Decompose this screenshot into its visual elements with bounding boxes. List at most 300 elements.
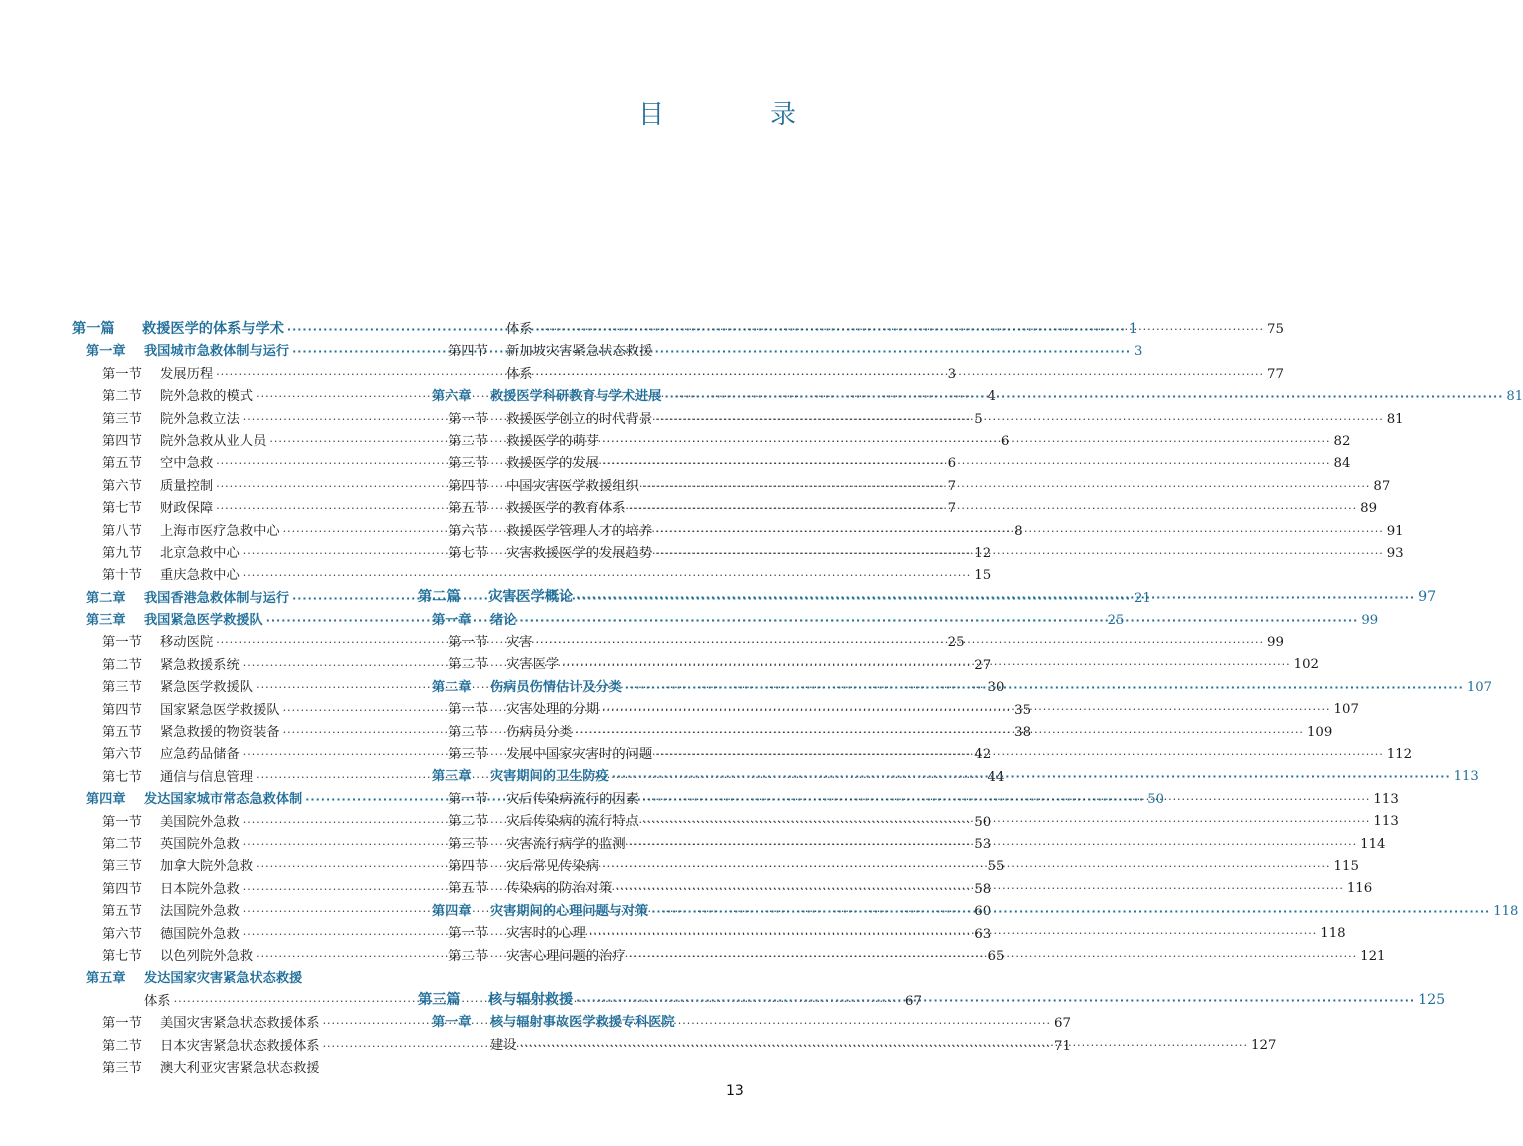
toc-entry-page: 99 (1361, 612, 1379, 628)
dot-leader (562, 658, 1290, 671)
toc-entry-title: 法国院外急救 (160, 904, 240, 920)
section-gap (418, 564, 742, 586)
toc-entry-title: 移动医院 (160, 635, 214, 651)
toc-entry-number: 第四节 (448, 344, 488, 360)
toc-entry-number: 第二节 (102, 389, 142, 405)
toc-entry-page: 58 (974, 881, 992, 897)
toc-entry-title: 重庆急救中心 (160, 568, 240, 584)
toc-entry-page: 107 (1466, 679, 1492, 695)
toc-entry-number: 第四节 (448, 858, 488, 874)
toc-entry-number: 第七节 (102, 769, 142, 785)
toc-entry-number: 第八节 (102, 523, 142, 539)
toc-entry-page: 75 (1267, 322, 1284, 337)
toc-entry-number: 第三节 (448, 456, 488, 472)
dot-leader (655, 413, 1383, 426)
toc-entry-title: 紧急医学救援队 (160, 680, 254, 696)
toc-entry-label (72, 990, 171, 1009)
toc-entry-number: 第四章 (86, 792, 126, 808)
toc-entry-label (72, 609, 263, 628)
toc-entry-label (72, 542, 240, 561)
toc-entry-label (418, 542, 652, 561)
toc-entry-number: 第三节 (102, 1060, 142, 1076)
toc-entry-page: 50 (974, 814, 992, 830)
toc-entry-number: 第六节 (448, 523, 488, 539)
toc-entry-number: 第二节 (102, 1038, 142, 1054)
dot-leader (629, 838, 1357, 851)
toc-entry-page: 127 (1251, 1037, 1277, 1053)
toc-entry-page: 3 (1134, 344, 1143, 360)
toc-entry-number: 第五章 (86, 971, 126, 987)
toc-entry-page: 89 (1360, 501, 1378, 517)
toc-entry-title: 核与辐射救援 (488, 991, 574, 1008)
toc-entry-page: 6 (947, 456, 957, 472)
dot-leader (576, 994, 1415, 1007)
toc-entry-title: 灾害 (506, 635, 533, 651)
dot-leader (664, 390, 1503, 403)
dot-leader (629, 950, 1357, 963)
toc-entry-page: 65 (987, 948, 1005, 964)
toc-entry-title: 质量控制 (160, 478, 214, 494)
toc-entry-number: 第五节 (448, 881, 488, 897)
toc-entry-title: 我国香港急救体制与运行 (144, 590, 290, 606)
toc-entry-section[interactable] (418, 497, 1378, 519)
toc-entry-label (418, 653, 559, 672)
toc-entry-label (72, 1012, 320, 1031)
toc-entry-page: 112 (1386, 747, 1413, 763)
toc-entry-number: 第二节 (448, 814, 488, 830)
toc-entry-title: 灾后常见传染病 (506, 858, 600, 874)
toc-entry-title: 绪论 (490, 612, 517, 628)
toc-entry-page: 30 (987, 680, 1005, 696)
toc-entry-number: 第七节 (448, 545, 488, 561)
toc-entry-label (72, 699, 280, 718)
toc-entry-label (418, 586, 573, 606)
toc-entry-page: 93 (1386, 545, 1404, 561)
toc-entry-number: 第二节 (448, 433, 488, 449)
toc-entry-title: 灾害心理问题的治疗 (506, 948, 626, 964)
toc-entry-label (72, 1057, 320, 1076)
toc-entry-number: 第五节 (102, 904, 142, 920)
toc-entry-label (418, 497, 626, 516)
toc-entry-number: 第三节 (102, 411, 142, 427)
toc-entry-title: 救援医学的教育体系 (506, 501, 626, 517)
toc-entry-title: 加拿大院外急救 (160, 859, 254, 875)
toc-entry-page: 38 (1014, 725, 1032, 741)
toc-entry-section[interactable] (72, 1057, 394, 1079)
toc-entry-number: 第六章 (432, 389, 472, 405)
toc-entry-number: 第二节 (448, 948, 488, 964)
page-number: 13 (726, 1083, 744, 1099)
toc-entry-title: 灾害期间的心理问题与对策 (490, 903, 649, 919)
toc-entry-page: 12 (974, 545, 992, 561)
toc-entry-number: 第七节 (102, 501, 142, 517)
toc-entry-title: 发展中国家灾害时的问题 (506, 747, 653, 763)
toc-entry-label (418, 452, 599, 471)
toc-entry-label (418, 989, 573, 1009)
toc-entry-page: 5 (974, 411, 983, 427)
toc-entry-title: 英国院外急救 (160, 836, 240, 852)
toc-entry-label (418, 363, 533, 382)
dot-leader (602, 703, 1330, 716)
dot-leader (655, 748, 1383, 761)
toc-entry-number: 第六节 (102, 478, 142, 494)
toc-entry-number: 第四节 (102, 881, 142, 897)
toc-entry-number: 第二章 (86, 590, 126, 606)
toc-entry-label (418, 810, 639, 829)
toc-entry-label (72, 743, 240, 762)
toc-entry-title: 日本灾害紧急状态救援体系 (160, 1038, 320, 1054)
toc-entry-title: 灾害救援医学的发展趋势 (506, 545, 653, 561)
toc-entry-number: 第一节 (448, 926, 488, 942)
toc-entry-number: 第五节 (448, 501, 488, 517)
toc-entry-title: 应急药品储备 (160, 747, 240, 763)
toc-entry-number: 第一节 (448, 635, 488, 651)
toc-entry-title: 灾害处理的分期 (506, 702, 600, 718)
toc-entry-number: 第二节 (448, 724, 488, 740)
toc-entry-label (418, 833, 626, 852)
toc-entry-number: 第六节 (102, 926, 142, 942)
toc-entry-number: 第二章 (432, 679, 472, 695)
toc-entry-label (72, 878, 240, 897)
dot-leader (655, 525, 1383, 538)
dot-leader (629, 502, 1357, 515)
toc-entry-page: 27 (974, 657, 992, 673)
toc-entry-title: 灾害期间的卫生防疫 (490, 769, 609, 785)
toc-entry-number: 第九节 (102, 545, 142, 561)
toc-entry-number: 第一节 (102, 814, 142, 830)
toc-entry-label (72, 923, 240, 942)
toc-entry-number: 第一节 (448, 791, 488, 807)
toc-entry-page: 115 (1333, 858, 1359, 874)
toc-entry-label (72, 900, 240, 919)
toc-entry-title: 救援医学创立的时代背景 (506, 411, 653, 427)
toc-entry-page: 82 (1333, 433, 1351, 449)
toc-entry-page: 25 (1107, 613, 1125, 629)
toc-entry-label (72, 587, 289, 606)
toc-entry-title: 紧急救援系统 (160, 657, 240, 673)
toc-entry-title: 上海市医疗急救中心 (160, 523, 280, 539)
toc-entry-number: 第一章 (432, 1015, 472, 1031)
toc-entry-page: 15 (974, 568, 992, 584)
toc-entry-label (72, 475, 213, 494)
toc-entry-number: 第五节 (102, 725, 142, 741)
toc-entry-page: 102 (1293, 657, 1320, 673)
toc-entry-title: 通信与信息管理 (160, 769, 254, 785)
toc-entry-title: 救援医学的体系与学术 (142, 321, 284, 337)
toc-entry-label (72, 766, 253, 785)
toc-entry-part[interactable] (72, 318, 1138, 340)
toc-entry-section[interactable] (418, 520, 1404, 542)
toc-entry-page: 118 (1493, 903, 1519, 919)
toc-entry-page: 44 (987, 769, 1005, 785)
toc-entry-page: 84 (1333, 456, 1351, 472)
toc-entry-label (418, 408, 652, 427)
toc-entry-page: 107 (1333, 702, 1359, 718)
toc-entry-title: 体系 (506, 322, 533, 337)
toc-entry-page: 7 (947, 501, 957, 517)
dot-leader (602, 457, 1330, 470)
toc-entry-page: 97 (1418, 589, 1437, 606)
toc-entry-section[interactable] (418, 408, 1404, 430)
toc-entry-label (72, 497, 213, 516)
dot-leader (625, 681, 1464, 694)
section-gap (418, 967, 742, 989)
toc-entry-title: 传染病的防治对策 (506, 881, 613, 897)
toc-entry-title: 发达国家城市常态急救体制 (144, 792, 303, 808)
toc-entry-page: 7 (947, 478, 957, 494)
toc-entry-title: 澳大利亚灾害紧急状态救援 (160, 1060, 320, 1076)
toc-entry-section[interactable] (418, 452, 1351, 474)
toc-entry-page: 60 (974, 904, 992, 920)
toc-entry-title: 救援医学管理人才的培养 (506, 523, 653, 539)
toc-entry-title: 伤病员伤情估计及分类 (490, 679, 622, 695)
toc-entry-title: 灾害时的心理 (506, 926, 586, 942)
toc-entry-title: 美国院外急救 (160, 814, 240, 830)
toc-entry-title: 空中急救 (160, 456, 214, 472)
toc-entry-title: 灾害医学 (506, 657, 560, 673)
toc-entry-chapter[interactable] (418, 1011, 742, 1033)
dot-leader (602, 860, 1330, 873)
toc-entry-title: 伤病员分类 (506, 724, 573, 740)
toc-entry-number: 第六节 (102, 747, 142, 763)
toc-entry-label (72, 385, 253, 404)
toc-entry-number: 第二节 (102, 657, 142, 673)
toc-entry-number: 第三章 (86, 613, 126, 629)
toc-entry-label (418, 721, 572, 740)
toc-entry-label (72, 967, 302, 986)
toc-entry-number: 第二节 (448, 657, 488, 673)
toc-entry-label (72, 363, 213, 382)
toc-entry-section[interactable] (418, 475, 1391, 497)
toc-entry-label (418, 631, 533, 650)
toc-entry-label (72, 430, 266, 449)
dot-leader (602, 435, 1330, 448)
toc-entry-page: 116 (1346, 881, 1373, 897)
toc-entry-label (72, 452, 213, 471)
toc-entry-label (72, 721, 280, 740)
toc-entry-page: 113 (1373, 791, 1399, 807)
toc-entry-page: 6 (1000, 433, 1010, 449)
dot-leader (576, 591, 1415, 604)
toc-entry-page: 35 (1014, 702, 1032, 718)
toc-entry-title: 紧急救援的物资装备 (160, 725, 280, 741)
toc-entry-title: 中国灾害医学救援组织 (506, 478, 639, 494)
toc-entry-label (72, 408, 240, 427)
toc-entry-section[interactable] (418, 340, 742, 362)
toc-entry-page: 53 (974, 836, 992, 852)
toc-entry-label (418, 698, 599, 717)
dot-leader (536, 636, 1264, 649)
toc-entry-label (72, 811, 240, 830)
toc-entry-number: 第四节 (102, 702, 142, 718)
dot-leader (615, 882, 1343, 895)
toc-entry-title: 灾后传染病流行的因素 (506, 791, 639, 807)
toc-entry-page: 8 (1014, 523, 1023, 539)
toc-entry-title: 灾后传染病的流行特点 (506, 814, 639, 830)
toc-entry-title: 救援医学科研教育与学术进展 (490, 389, 662, 405)
toc-entry-page: 81 (1506, 389, 1523, 405)
toc-entry-title: 我国紧急医学救援队 (144, 613, 263, 629)
toc-entry-title: 国家紧急医学救援队 (160, 702, 280, 718)
toc-entry-page: 25 (947, 635, 965, 651)
toc-entry-page: 67 (1054, 1016, 1071, 1032)
toc-entry-number: 第四章 (432, 903, 472, 919)
toc-entry-label (418, 945, 626, 964)
toc-entry-page: 63 (974, 926, 992, 942)
toc-entry-title: 财政保障 (160, 501, 214, 517)
toc-entry-label (418, 877, 612, 896)
toc-entry-label (72, 340, 289, 359)
toc-entry-number: 第一节 (102, 1016, 142, 1032)
toc-entry-number: 第二篇 (418, 589, 461, 606)
toc-entry-number: 第三章 (432, 769, 472, 785)
toc-entry-title: 新加坡灾害紧急状态救援 (506, 344, 653, 360)
toc-entry-label (72, 1035, 320, 1054)
dot-leader (642, 815, 1370, 828)
toc-entry-number: 第三篇 (418, 991, 461, 1008)
dot-leader (589, 927, 1317, 940)
toc-entry-page: 67 (905, 993, 922, 1009)
dot-leader (642, 793, 1370, 806)
toc-entry-number: 第一节 (102, 635, 142, 651)
toc-entry-number: 第一节 (448, 702, 488, 718)
dot-leader (655, 547, 1383, 560)
toc-entry-page: 114 (1360, 836, 1386, 852)
toc-entry-page: 50 (1147, 792, 1164, 808)
toc-entry-title: 院外急救从业人员 (160, 433, 267, 449)
toc-entry-label (418, 1034, 517, 1053)
toc-entry-label (72, 318, 284, 338)
toc-entry-continuation[interactable] (418, 318, 1284, 340)
toc-entry-title: 发展历程 (160, 366, 214, 382)
toc-entry-page: 55 (987, 859, 1005, 875)
toc-entry-title: 灾害流行病学的监测 (506, 836, 626, 852)
toc-entry-label (418, 788, 639, 807)
toc-entry-continuation[interactable] (418, 363, 1284, 385)
toc-entry-number: 第一节 (102, 366, 142, 382)
toc-entry-page: 125 (1418, 991, 1446, 1008)
dot-leader (575, 726, 1303, 739)
toc-entry-page: 1 (1128, 321, 1138, 337)
toc-entry-number: 第五节 (102, 456, 142, 472)
toc-entry-page: 77 (1267, 366, 1284, 382)
toc-entry-label (418, 743, 652, 762)
toc-entry-title: 体系 (506, 366, 533, 382)
toc-entry-number: 第四节 (448, 478, 488, 494)
toc-entry-page: 118 (1320, 926, 1346, 942)
dot-leader (536, 323, 1264, 336)
toc-entry-label (72, 564, 240, 583)
toc-entry-label (418, 676, 622, 695)
toc-entry-title: 救援医学的发展 (506, 456, 600, 472)
toc-entry-title: 体系 (144, 993, 171, 1009)
toc-entry-title: 以色列院外急救 (160, 948, 254, 964)
toc-entry-page: 121 (1360, 948, 1386, 964)
toc-entry-page: 81 (1386, 411, 1404, 427)
toc-entry-label (418, 475, 639, 494)
toc-entry-page: 113 (1373, 814, 1399, 830)
toc-entry-label (72, 833, 240, 852)
dot-leader (520, 1039, 1248, 1052)
toc-entry-title: 院外急救立法 (160, 411, 240, 427)
toc-entry-number: 第十节 (102, 568, 142, 584)
toc-entry-number: 第一章 (86, 344, 126, 360)
toc-entry-page: 42 (974, 747, 992, 763)
toc-entry-page: 91 (1386, 523, 1404, 539)
toc-entry-title: 灾害医学概论 (488, 589, 574, 606)
toc-entry-page: 4 (987, 389, 996, 405)
toc-entry-number: 第二节 (102, 836, 142, 852)
toc-entry-number: 第七节 (102, 948, 142, 964)
toc-entry-chapter[interactable] (72, 967, 394, 989)
toc-entry-number: 第一篇 (72, 321, 115, 337)
toc-entry-label (418, 855, 599, 874)
toc-entry-number: 第三节 (448, 747, 488, 763)
toc-entry-label (72, 676, 253, 695)
toc-entry-label (72, 631, 213, 650)
dot-leader (612, 770, 1451, 783)
toc-entry-label (418, 340, 652, 359)
toc-entry-title: 建设 (490, 1037, 517, 1053)
toc-entry-label (418, 922, 586, 941)
toc-entry-page: 87 (1373, 478, 1391, 494)
toc-entry-number: 第三节 (102, 680, 142, 696)
toc-entry-label (72, 520, 280, 539)
toc-entry-title: 美国灾害紧急状态救援体系 (160, 1016, 320, 1032)
dot-leader (651, 905, 1490, 918)
toc-entry-title: 我国城市急救体制与运行 (144, 344, 290, 360)
toc-entry-label (418, 1011, 675, 1030)
toc-entry-label (72, 788, 302, 807)
toc-entry-label (418, 318, 533, 337)
toc-entry-chapter[interactable] (418, 385, 1523, 407)
toc-entry-section[interactable] (418, 430, 1351, 452)
page-title: 目 录 (638, 100, 837, 130)
toc-entry-title: 救援医学的萌芽 (506, 433, 600, 449)
toc-entry-number: 第一节 (448, 411, 488, 427)
toc-entry-title: 德国院外急救 (160, 926, 240, 942)
toc-entry-number: 第三节 (102, 859, 142, 875)
toc-entry-number: 第一章 (432, 612, 472, 628)
toc-entry-label (72, 654, 240, 673)
toc-entry-label (72, 855, 253, 874)
toc-entry-title: 北京急救中心 (160, 545, 240, 561)
toc-entry-section[interactable] (72, 564, 992, 586)
toc-entry-title: 发达国家灾害紧急状态救援 (144, 971, 303, 987)
dot-leader (642, 480, 1370, 493)
toc-entry-label (418, 520, 652, 539)
toc-entry-label (72, 945, 253, 964)
toc-entry-page: 113 (1453, 769, 1479, 785)
toc-entry-label (418, 900, 648, 919)
toc-entry-title: 院外急救的模式 (160, 389, 254, 405)
toc-entry-title: 核与辐射事故医学救援专科医院 (490, 1015, 675, 1031)
toc-entry-number: 第三节 (448, 836, 488, 852)
toc-entry-label (418, 609, 516, 628)
toc-entry-label (418, 385, 661, 404)
toc-entry-title: 日本院外急救 (160, 881, 240, 897)
dot-leader (519, 614, 1358, 627)
toc-entry-page: 71 (1054, 1038, 1071, 1054)
toc-entry-page: 109 (1306, 724, 1333, 740)
toc-entry-number: 第四节 (102, 433, 142, 449)
toc-entry-page: 21 (1134, 590, 1151, 606)
dot-leader (536, 368, 1264, 381)
toc-entry-page: 3 (947, 366, 957, 382)
toc-entry-label (418, 430, 599, 449)
toc-entry-page: 99 (1267, 635, 1284, 651)
toc-entry-label (418, 765, 609, 784)
